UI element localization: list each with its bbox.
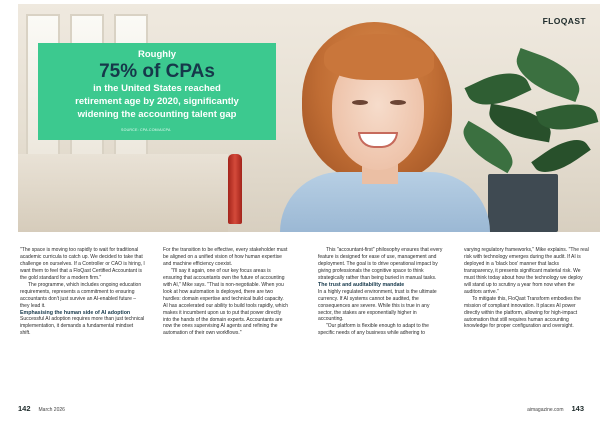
section-subheading: The trust and auditability mandate	[318, 281, 405, 288]
bangs	[324, 34, 434, 80]
page-number-left: 142	[18, 404, 31, 413]
eye	[390, 100, 406, 105]
body-paragraph: In a highly regulated environment, trust is the ultimate currency. If AI systems cannot be audited, the consequences are severe. While this is true in any sector, the stakes are exponentially higher in accounting.	[318, 288, 437, 323]
body-paragraph: varying regulatory frameworks," Mike explains. "The real risk with technology emerges during the audit. If AI is deployed in a 'black box' manner that lacks transparency, it presents significant material risk. We must think today about how the technology we deploy will stand up to scrutiny a year from now when the auditors arrive."	[464, 247, 589, 295]
quote-line: widening the accounting talent gap	[77, 109, 237, 120]
article-column-2	[163, 247, 288, 400]
body-paragraph: "The space is moving too rapidly to wait for traditional academic curricula to catch up. We decided to take that challenge on ourselves. If a Controller or CAO is hiring, I want them to feel that a FloQast Certified Accountant is the gold standard for a modern firm."	[20, 247, 145, 281]
quote-lead: Roughly	[138, 49, 176, 60]
body-paragraph: "I'll say it again, one of our key focus areas is ensuring that accountants own the future of accounting with AI," Mike says. "That is non-negotiable. When you look at how automation is deployed, there are two hurdles: domain expertise and technical build capacity. AI has accelerated our ability to build tools rapidly, which makes it incumbent upon us to put that power directly into the hands of the domain experts. Accountants are now the ones supervising AI agents and refining the automation of their own workflows."	[163, 267, 288, 337]
plant-pot	[488, 174, 558, 232]
footer-right	[527, 404, 584, 413]
section-subheading: Emphasising the human side of AI adoption	[20, 309, 131, 316]
article-column-3	[318, 247, 443, 400]
pull-quote-box	[38, 43, 276, 140]
body-paragraph: "Our platform is flexible enough to adapt to the specific needs of any business while adhering to	[318, 323, 429, 337]
background-table	[18, 154, 228, 232]
quote-source: SOURCE: CPA.COM/AICPA	[121, 128, 171, 132]
footer-left	[18, 404, 65, 413]
body-paragraph: The programme, which includes ongoing education requirements, represents a commitment to ensuring accountants don't just survive an AI-enabled future – they lead it.	[20, 281, 142, 309]
body-paragraph: Successful AI adoption requires more than just technical implementation, it demands a fundamental mindset shift.	[20, 316, 145, 337]
smiling-woman	[280, 4, 490, 232]
quote-line: in the United States reached	[93, 83, 221, 94]
body-paragraph: To mitigate this, FloQast Transform embodies the mission of compliant innovation. It places AI power directly within the platform, allowing for high-impact automation that still requires human accounting knowledge for proper configuration and oversight.	[464, 295, 581, 330]
article-column-1	[20, 247, 145, 400]
body-paragraph: This "accountant-first" philosophy ensures that every feature is designed for ease of use, management and deployment. The goal is to drive operational impact by giving professionals the cognitive space to think strategically rather than being buried in manual tasks.	[318, 247, 443, 281]
issue-date: March 2026	[38, 407, 65, 413]
brand-logo: FLOQAST	[542, 16, 586, 26]
body-paragraph: For the transition to be effective, every stakeholder must be aligned on a unified vision of how human expertise and machine efficiency coexist.	[163, 247, 288, 267]
fire-extinguisher	[228, 154, 242, 224]
website-link[interactable]: aimagazine.com	[527, 407, 564, 413]
quote-highlight: 75% of CPAs	[99, 61, 215, 82]
eye	[352, 100, 368, 105]
page-number-right: 143	[571, 404, 584, 413]
quote-line: retirement age by 2020, significantly	[75, 96, 239, 107]
article-column-4	[464, 247, 589, 400]
